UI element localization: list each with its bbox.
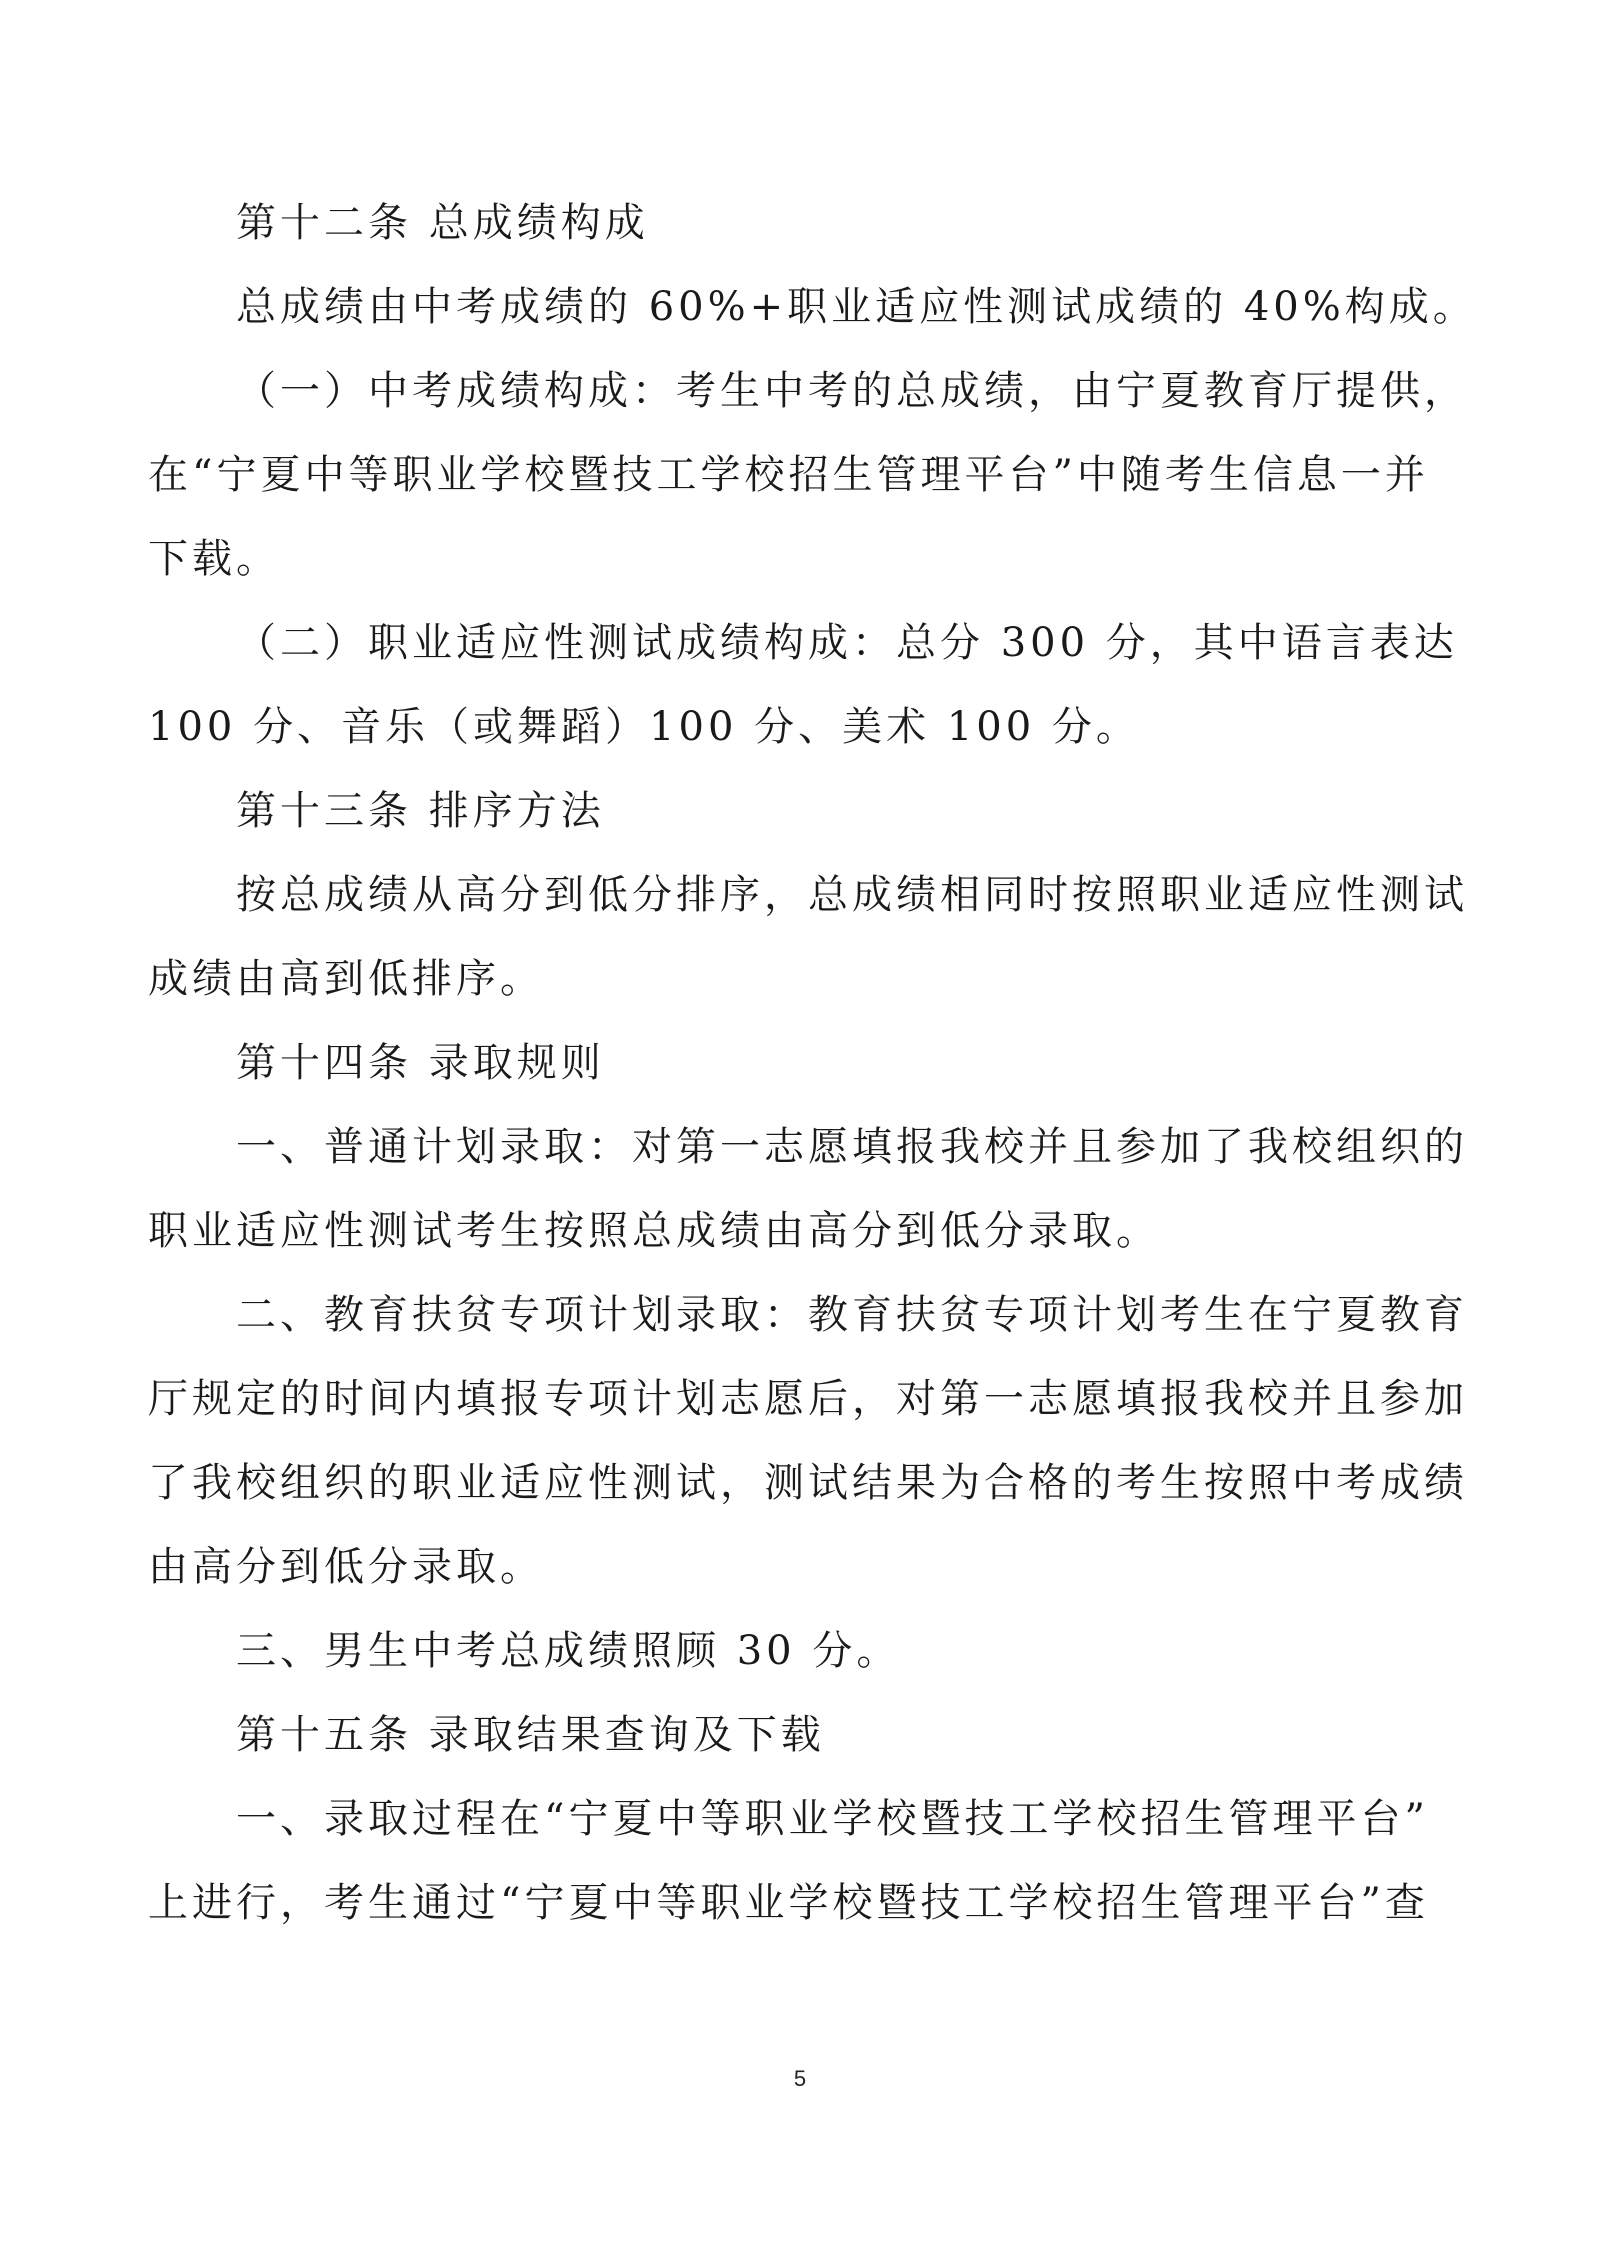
paragraph-line: （二）职业适应性测试成绩构成：总分 300 分，其中语言表达 [236, 620, 1458, 666]
paragraph-line: 总成绩由中考成绩的 60%+职业适应性测试成绩的 40%构成。 [236, 284, 1477, 330]
paragraph-line: 二、教育扶贫专项计划录取：教育扶贫专项计划考生在宁夏教育 [236, 1292, 1468, 1338]
paragraph-line: 在“宁夏中等职业学校暨技工学校招生管理平台”中随考生信息一并 [148, 452, 1429, 498]
paragraph-line: 三、男生中考总成绩照顾 30 分。 [236, 1628, 901, 1674]
paragraph-line: （一）中考成绩构成：考生中考的总成绩，由宁夏教育厅提供， [236, 368, 1468, 414]
paragraph-line: 职业适应性测试考生按照总成绩由高分到低分录取。 [148, 1208, 1160, 1254]
page-number: 5 [793, 2066, 807, 2091]
paragraph-line: 下载。 [148, 536, 280, 582]
article-15-heading: 第十五条 录取结果查询及下载 [236, 1712, 825, 1758]
paragraph-line: 成绩由高到低排序。 [148, 956, 544, 1002]
paragraph-line: 100 分、音乐（或舞蹈）100 分、美术 100 分。 [148, 704, 1140, 750]
paragraph-line: 厅规定的时间内填报专项计划志愿后，对第一志愿填报我校并且参加 [148, 1376, 1468, 1422]
article-14-heading: 第十四条 录取规则 [236, 1040, 605, 1086]
paragraph-line: 了我校组织的职业适应性测试，测试结果为合格的考生按照中考成绩 [148, 1460, 1468, 1506]
article-13-heading: 第十三条 排序方法 [236, 788, 605, 834]
article-12-heading: 第十二条 总成绩构成 [236, 200, 649, 246]
paragraph-line: 一、录取过程在“宁夏中等职业学校暨技工学校招生管理平台” [236, 1796, 1429, 1842]
paragraph-line: 一、普通计划录取：对第一志愿填报我校并且参加了我校组织的 [236, 1124, 1468, 1170]
paragraph-line: 上进行，考生通过“宁夏中等职业学校暨技工学校招生管理平台”查 [148, 1880, 1429, 1926]
paragraph-line: 由高分到低分录取。 [148, 1544, 544, 1590]
paragraph-line: 按总成绩从高分到低分排序，总成绩相同时按照职业适应性测试 [236, 872, 1468, 918]
